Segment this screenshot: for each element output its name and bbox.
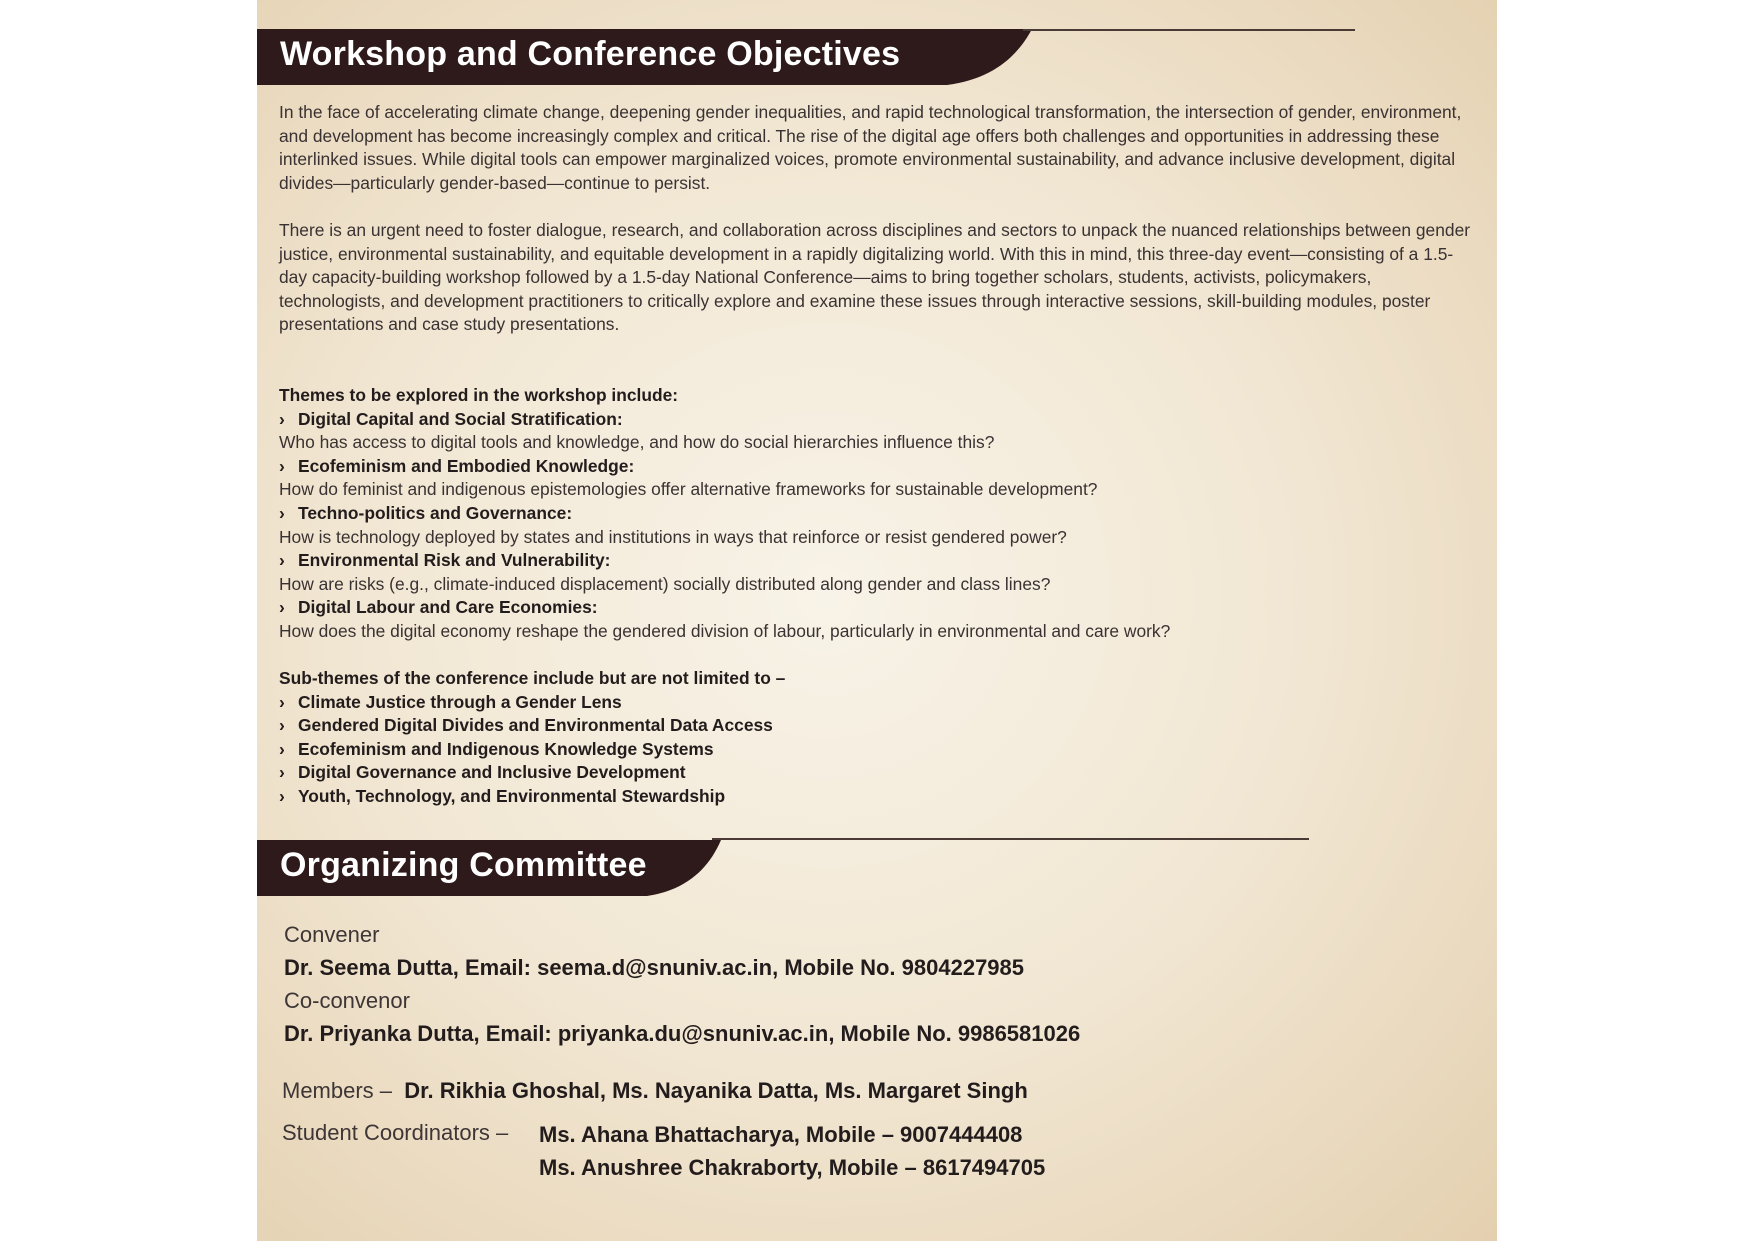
student-coordinator: Ms. Ahana Bhattacharya, Mobile – 9007444408 (539, 1122, 1023, 1147)
subtheme-text: Gendered Digital Divides and Environmental Data Access (298, 715, 773, 736)
event-paragraph: There is an urgent need to foster dialogue, research, and collaboration across disciplines and sectors to unpack the nuanced relationships between gender justice, environmental sustainability, and equitable development in a rapidly digitalizing world. With this in mind, this three-day event—consisting of a 1.5-day capacity-building workshop followed by a 1.5-day National Conference—aims to bring together scholars, students, activists, policymakers, technologists, and development practitioners to critically explore and examine these issues through interactive sessions, skill-building modules, poster presentations and case study presentations. (279, 220, 1471, 335)
committee-banner (257, 840, 727, 896)
theme-title-text: Digital Labour and Care Economies: (298, 597, 598, 618)
chevron-right-icon: › (279, 762, 285, 783)
document-page (257, 0, 1497, 1241)
chevron-right-icon: › (279, 785, 285, 806)
chevron-right-icon: › (279, 715, 285, 736)
chevron-right-icon: › (279, 550, 285, 571)
theme-question: How do feminist and indigenous epistemologies offer alternative frameworks for sustainable development? (279, 479, 1098, 500)
subthemes-list (279, 667, 1474, 809)
subtheme-item (279, 761, 1474, 785)
themes-list (279, 384, 1474, 644)
student-coordinator: Ms. Anushree Chakraborty, Mobile – 8617494705 (539, 1155, 1046, 1180)
chevron-right-icon: › (279, 691, 285, 712)
subtheme-text: Digital Governance and Inclusive Development (298, 762, 686, 783)
student-coordinators-label: Student Coordinators – (282, 1120, 509, 1145)
subtheme-item (279, 785, 1474, 809)
subtheme-item (279, 714, 1474, 738)
student-coordinators-row (282, 1120, 508, 1146)
chevron-right-icon: › (279, 597, 285, 618)
theme-question: How is technology deployed by states and institutions in ways that reinforce or resist gendered power? (279, 526, 1067, 547)
coconvenor-label: Co-convenor (284, 988, 410, 1013)
chevron-right-icon: › (279, 408, 285, 429)
objectives-heading-rule (1023, 29, 1355, 31)
chevron-right-icon: › (279, 455, 285, 476)
theme-title-text: Environmental Risk and Vulnerability: (298, 550, 611, 571)
theme-title-text: Techno-politics and Governance: (298, 502, 573, 523)
subtheme-text: Youth, Technology, and Environmental Stewardship (298, 785, 726, 806)
subtheme-item (279, 738, 1474, 762)
committee-heading: Organizing Committee (280, 846, 647, 884)
objectives-banner (257, 29, 1037, 85)
theme-title-text: Ecofeminism and Embodied Knowledge: (298, 455, 635, 476)
subthemes-heading: Sub-themes of the conference include but are not limited to – (279, 668, 786, 688)
committee-contacts (284, 918, 1464, 1050)
theme-title-text: Digital Capital and Social Stratification: (298, 408, 623, 429)
intro-paragraph: In the face of accelerating climate change, deepening gender inequalities, and rapid technological transformation, the intersection of gender, environment, and development has become increasingly complex and critical. The rise of the digital age offers both challenges and opportunities in addressing these interlinked issues. While digital tools can empower marginalized voices, promote environmental sustainability, and advance inclusive development, digital divides—particularly gender-based—continue to persist. (279, 102, 1462, 193)
subtheme-text: Climate Justice through a Gender Lens (298, 691, 622, 712)
themes-heading: Themes to be explored in the workshop include: (279, 385, 679, 405)
theme-question: How are risks (e.g., climate-induced displacement) socially distributed along gender and class lines? (279, 573, 1051, 594)
members-row (282, 1078, 1028, 1104)
chevron-right-icon: › (279, 502, 285, 523)
objectives-heading: Workshop and Conference Objectives (280, 35, 901, 73)
theme-title (279, 549, 1474, 573)
committee-heading-rule (712, 838, 1309, 840)
subtheme-text: Ecofeminism and Indigenous Knowledge Systems (298, 738, 714, 759)
theme-title (279, 502, 1474, 526)
coconvenor-contact: Dr. Priyanka Dutta, Email: priyanka.du@snuniv.ac.in, Mobile No. 9986581026 (284, 1021, 1081, 1046)
theme-title (279, 455, 1474, 479)
members-label: Members – (282, 1078, 393, 1103)
convener-contact: Dr. Seema Dutta, Email: seema.d@snuniv.ac.in, Mobile No. 9804227985 (284, 955, 1025, 980)
theme-question: Who has access to digital tools and knowledge, and how do social hierarchies influence this? (279, 432, 995, 453)
subtheme-item (279, 691, 1474, 715)
convener-label: Convener (284, 922, 380, 947)
chevron-right-icon: › (279, 738, 285, 759)
theme-question: How does the digital economy reshape the gendered division of labour, particularly in environmental and care work? (279, 620, 1171, 641)
members-names: Dr. Rikhia Ghoshal, Ms. Nayanika Datta, Ms. Margaret Singh (404, 1078, 1028, 1103)
student-coordinators-list (539, 1118, 1045, 1184)
theme-title (279, 408, 1474, 432)
theme-title (279, 596, 1474, 620)
